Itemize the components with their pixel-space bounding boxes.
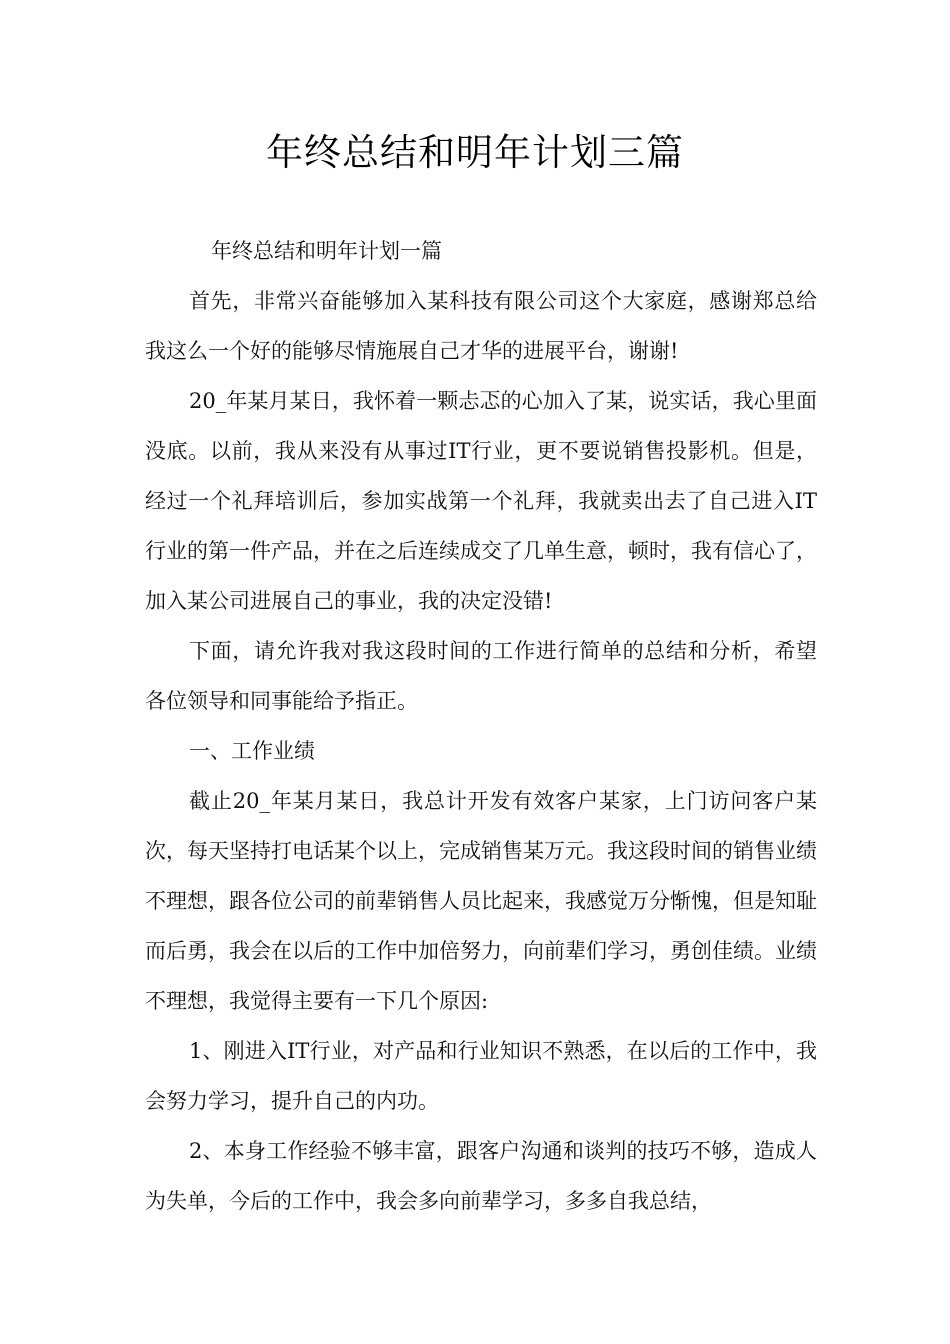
paragraph-intro: 首先，非常兴奋能够加入某科技有限公司这个大家庭，感谢郑总给我这么一个好的能够尽情施展自己才华的进展平台，谢谢! <box>145 289 817 363</box>
list-item-reason-1: 1、刚进入IT行业，对产品和行业知识不熟悉，在以后的工作中，我会努力学习，提升自己的内功。 <box>145 1039 817 1113</box>
paragraph-joining: 20_年某月某日，我怀着一颗忐忑的心加入了某，说实话，我心里面没底。以前，我从来没有从事过IT行业，更不要说销售投影机。但是，经过一个礼拜培训后，参加实战第一个礼拜，我就卖出去了自己进入IT行业的第一件产品，并在之后连续成交了几单生意，顿时，我有信心了，加入某公司进展自己的事业，我的决定没错! <box>145 389 817 613</box>
document-body <box>145 226 817 1226</box>
paragraph-performance: 截止20_年某月某日，我总计开发有效客户某家，上门访问客户某次，每天坚持打电话某个以上，完成销售某万元。我这段时间的销售业绩不理想，跟各位公司的前辈销售人员比起来，我感觉万分惭愧，但是知耻而后勇，我会在以后的工作中加倍努力，向前辈们学习，勇创佳绩。业绩不理想，我觉得主要有一下几个原因: <box>145 789 817 1013</box>
paragraph-summary-request: 下面，请允许我对我这段时间的工作进行简单的总结和分析，希望各位领导和同事能给予指正。 <box>145 639 817 713</box>
document-title: 年终总结和明年计划三篇 <box>266 131 684 174</box>
section-heading-performance: 一、工作业绩 <box>189 739 315 763</box>
section-subtitle: 年终总结和明年计划一篇 <box>211 239 442 263</box>
list-item-reason-2: 2、本身工作经验不够丰富，跟客户沟通和谈判的技巧不够，造成人为失单，今后的工作中，我会多向前辈学习，多多自我总结， <box>145 1139 817 1213</box>
